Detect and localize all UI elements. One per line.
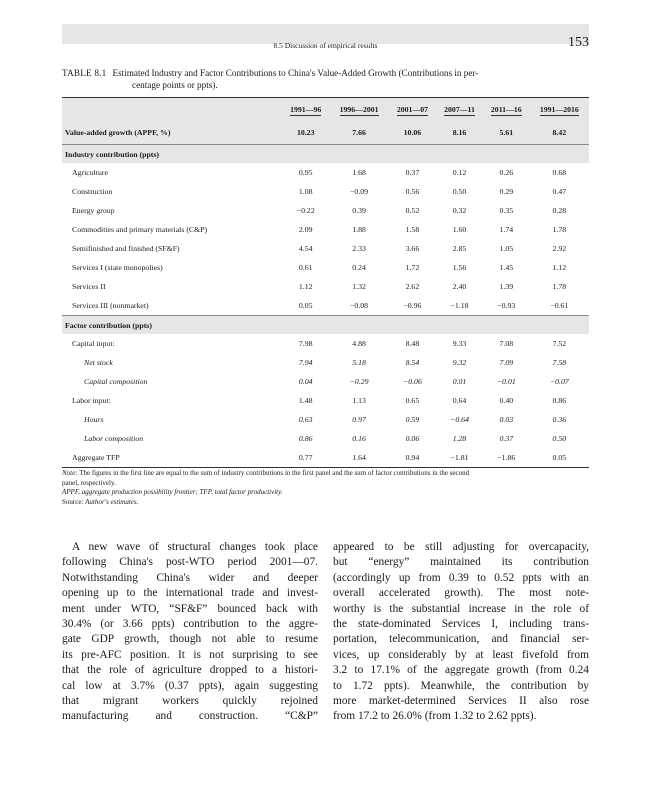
cell: 8.48 (405, 339, 420, 348)
cell: −0.64 (450, 415, 469, 424)
table-bottom-rule (62, 467, 589, 468)
cell: −0.61 (550, 301, 569, 310)
cell: 0.86 (298, 434, 313, 443)
cell: 8.54 (405, 358, 420, 367)
cell: 0.05 (298, 301, 313, 310)
industry-rows (62, 163, 589, 316)
body-text-line: from 17.2 to 26.0% (from 1.32 to 2.62 ppts). (333, 710, 537, 723)
body-text-line: its pre-AFC position. It is not surprising to see (62, 648, 318, 661)
body-text-line: following China's post-WTO period 2001—07. (62, 556, 318, 569)
note-text-2: panel, respectively. (62, 478, 116, 487)
cell: 0.40 (499, 396, 514, 405)
cell: 0.06 (405, 434, 420, 443)
cell: 1.64 (352, 453, 366, 462)
caption-line-2: centage points or ppts). (132, 80, 218, 90)
note-line (62, 469, 589, 479)
cell: 7.66 (352, 127, 366, 137)
body-text-line: Notwithstanding China's wider and deeper (62, 571, 318, 584)
cell: 0.94 (405, 453, 420, 462)
table-row (62, 429, 589, 448)
body-text-line: to 1.72 ppts). Meanwhile, the contribution by (333, 679, 589, 692)
industry-section-title: Industry contribution (ppts) (62, 145, 589, 164)
period-header: 1991—96 (290, 104, 322, 114)
body-column-left (62, 540, 318, 725)
table-row (62, 258, 589, 277)
cell: −0.22 (296, 206, 315, 215)
body-text-line: the state-dominated Services I, including trans- (333, 618, 589, 631)
cell: 7.09 (499, 358, 514, 367)
cell: 0.50 (552, 434, 567, 443)
cell: 5.61 (499, 127, 514, 137)
cell: 0.39 (352, 206, 366, 215)
row-label: Energy group (72, 206, 115, 215)
cell: 7.58 (552, 358, 567, 367)
table-row (62, 163, 589, 182)
cell: 1.32 (352, 282, 366, 291)
cell: 0.24 (352, 263, 366, 272)
row-label: Commodities and primary materials (C&P) (72, 225, 208, 234)
table-row (62, 296, 589, 316)
cell: 0.37 (405, 168, 420, 177)
cell: 7.94 (298, 358, 313, 367)
cell: 10.06 (403, 127, 422, 137)
cell: 0.16 (352, 434, 366, 443)
row-label: Labor input: (72, 396, 111, 405)
cell: 1.05 (499, 244, 514, 253)
body-text-line: worthy is the substantial increase in the role of (333, 602, 589, 615)
cell: 1.08 (298, 187, 313, 196)
table-label: TABLE 8.1 (62, 68, 107, 78)
cell: 9.33 (452, 339, 467, 348)
cell: −0.06 (402, 377, 422, 386)
cell: 1.58 (405, 225, 420, 234)
cell: 0.29 (499, 187, 514, 196)
table-row (62, 239, 589, 258)
cell: 2.40 (452, 282, 467, 291)
cell: 1.56 (452, 263, 467, 272)
table-row (62, 334, 589, 353)
cell: 1.39 (499, 282, 514, 291)
period-header: 2007—11 (444, 104, 475, 114)
cell: 0.28 (552, 206, 567, 215)
cell: 1.13 (352, 396, 366, 405)
cell: 1.12 (552, 263, 567, 272)
cell: −0.08 (350, 301, 369, 310)
row-label: Construction (72, 187, 113, 196)
cell: 0.37 (499, 434, 514, 443)
row-label: Net stock (84, 358, 113, 367)
body-text-line: ment under WTO, “SF&F” bounced back with (62, 602, 318, 615)
caption-line-1: Estimated Industry and Factor Contributions to China's Value-Added Growth (Contributions in per- (112, 68, 479, 78)
cell: 1.68 (352, 168, 366, 177)
row-label: Capital input: (72, 339, 115, 348)
cell: −0.93 (497, 301, 516, 310)
running-head: 8.5 Discussion of empirical results (273, 41, 378, 50)
body-text-line: more market-determined Services II also rose (333, 695, 589, 708)
cell: 0.26 (499, 168, 514, 177)
table-notes (62, 469, 589, 507)
row-label: Labor composition (84, 434, 144, 443)
row-label: Aggregate TFP (72, 453, 120, 462)
cell: 0.03 (499, 415, 514, 424)
cell: 8.16 (452, 127, 467, 137)
body-text-line: but “energy” maintained its contribution (333, 556, 589, 569)
cell: −0.07 (549, 377, 569, 386)
row-label: Capital composition (84, 377, 148, 386)
cell: 0.05 (552, 453, 567, 462)
body-text-line: 30.4% (or 3.66 ppts) contribution to the aggre- (62, 618, 318, 631)
period-header: 2011—16 (490, 104, 522, 114)
row-label: Hours (84, 415, 104, 424)
cell: 7.08 (499, 339, 514, 348)
cell: 8.42 (552, 127, 567, 137)
cell: 0.97 (352, 415, 366, 424)
cell: 0.01 (452, 377, 467, 386)
cell: 1.72 (405, 263, 420, 272)
body-column-right (333, 540, 589, 725)
cell: 0.04 (298, 377, 313, 386)
cell: 0.68 (552, 168, 567, 177)
row-label: Services II (72, 282, 106, 291)
body-text-line: A new wave of structural changes took place (72, 541, 318, 553)
cell: 0.59 (405, 415, 420, 424)
cell: 1.78 (552, 225, 567, 234)
row-label: Services I (state monopolies) (72, 263, 163, 272)
table-row (62, 410, 589, 429)
source-label: Source: (62, 497, 84, 506)
cell: 0.50 (452, 187, 467, 196)
table-caption (62, 67, 589, 91)
source-line (62, 498, 589, 508)
table-row (62, 372, 589, 391)
cell: 1.45 (499, 263, 514, 272)
period-header: 1991—2016 (539, 104, 579, 114)
cell: 0.47 (552, 187, 567, 196)
cell: 1.60 (452, 225, 467, 234)
cell: 0.61 (298, 263, 313, 272)
note-text: The figures in the first line are equal to the sum of industry contributions in the first panel and the sum of factor contributions in the second (79, 469, 470, 477)
factor-rows (62, 334, 589, 467)
cell: 7.52 (552, 339, 567, 348)
page-number: 153 (568, 35, 589, 50)
row-label: Value-added growth (APPF, %) (65, 127, 171, 137)
period-header: 1996—2001 (339, 104, 379, 114)
cell: −0.01 (496, 377, 516, 386)
cell: 0.36 (552, 415, 567, 424)
body-text-line: appeared to be still adjusting for overcapacity, (333, 541, 589, 553)
period-header: 2001—07 (396, 104, 428, 114)
note-label: Note: (62, 469, 78, 477)
cell: 0.64 (452, 396, 467, 405)
body-text-line: cal low at 3.7% (0.37 ppts), again suggesting (62, 679, 318, 692)
cell: 5.18 (352, 358, 366, 367)
cell: 1.48 (298, 396, 313, 405)
cell: 2.85 (452, 244, 467, 253)
data-table (62, 95, 589, 468)
abbreviations-note: APPF, aggregate production possibility frontier; TFP, total factor productivity. (62, 488, 283, 496)
cell: 0.86 (552, 396, 567, 405)
table-row (62, 220, 589, 239)
body-text-line: 3.2 to 17.1% of the aggregate growth (from 0.24 (333, 664, 589, 677)
factor-section-title: Factor contribution (ppts) (62, 316, 589, 335)
cell: 0.56 (405, 187, 420, 196)
cell: −1.18 (450, 301, 469, 310)
section-header-row (62, 145, 589, 164)
cell: 0.52 (405, 206, 420, 215)
cell: 0.12 (452, 168, 467, 177)
cell: 1.28 (452, 434, 467, 443)
cell: 0.32 (452, 206, 467, 215)
section-header-row (62, 316, 589, 335)
table-row (62, 201, 589, 220)
cell: 3.66 (405, 244, 420, 253)
table-header-row (62, 98, 589, 120)
table-row (62, 391, 589, 410)
body-text-line: manufacturing and construction. “C&P” (62, 710, 318, 723)
body-text-line: portation, telecommunication, and financial ser- (333, 633, 589, 646)
cell: 7.98 (298, 339, 313, 348)
cell: 4.88 (352, 339, 366, 348)
cell: 0.35 (499, 206, 514, 215)
body-text-line: overall accelerated growth). The most note- (333, 587, 589, 600)
table-row (62, 353, 589, 372)
cell: 10.23 (296, 127, 315, 137)
cell: 9.32 (452, 358, 467, 367)
body-text-line: opening up to the international trade and invest- (62, 587, 318, 600)
source-text: Author's estimates. (85, 497, 139, 506)
cell: 0.63 (298, 415, 313, 424)
cell: −1.86 (497, 453, 516, 462)
cell: 1.12 (298, 282, 313, 291)
cell: 0.65 (405, 396, 420, 405)
cell: −0.09 (350, 187, 369, 196)
cell: −0.29 (349, 377, 369, 386)
cell: 0.77 (298, 453, 313, 462)
table-row (62, 448, 589, 467)
body-text-line: vices, up considerably by at least fivefold from (333, 648, 589, 661)
cell: 2.09 (298, 225, 313, 234)
cell: 2.92 (552, 244, 567, 253)
cell: −1.81 (450, 453, 469, 462)
row-label: Semifinished and finished (SF&F) (72, 244, 180, 253)
cell: 2.62 (405, 282, 420, 291)
cell: −0.96 (403, 301, 422, 310)
table-row (62, 182, 589, 201)
cell: 1.78 (552, 282, 567, 291)
row-label: Agriculture (72, 168, 108, 177)
body-text-line: that the role of agriculture dropped to a histori- (62, 664, 318, 677)
row-label: Services III (nonmarket) (72, 301, 149, 310)
cell: 1.74 (499, 225, 514, 234)
cell: 0.95 (298, 168, 313, 177)
cell: 1.88 (352, 225, 366, 234)
body-text-line: that migrant workers quickly rejoined (62, 695, 318, 708)
body-text-line: gate GDP growth, though not able to resume (62, 633, 318, 646)
table-row (62, 277, 589, 296)
value-added-row (62, 120, 589, 145)
body-text-line: (accordingly up from 0.39 to 0.52 ppts with an (333, 571, 589, 584)
cell: 2.33 (352, 244, 366, 253)
cell: 4.54 (298, 244, 313, 253)
